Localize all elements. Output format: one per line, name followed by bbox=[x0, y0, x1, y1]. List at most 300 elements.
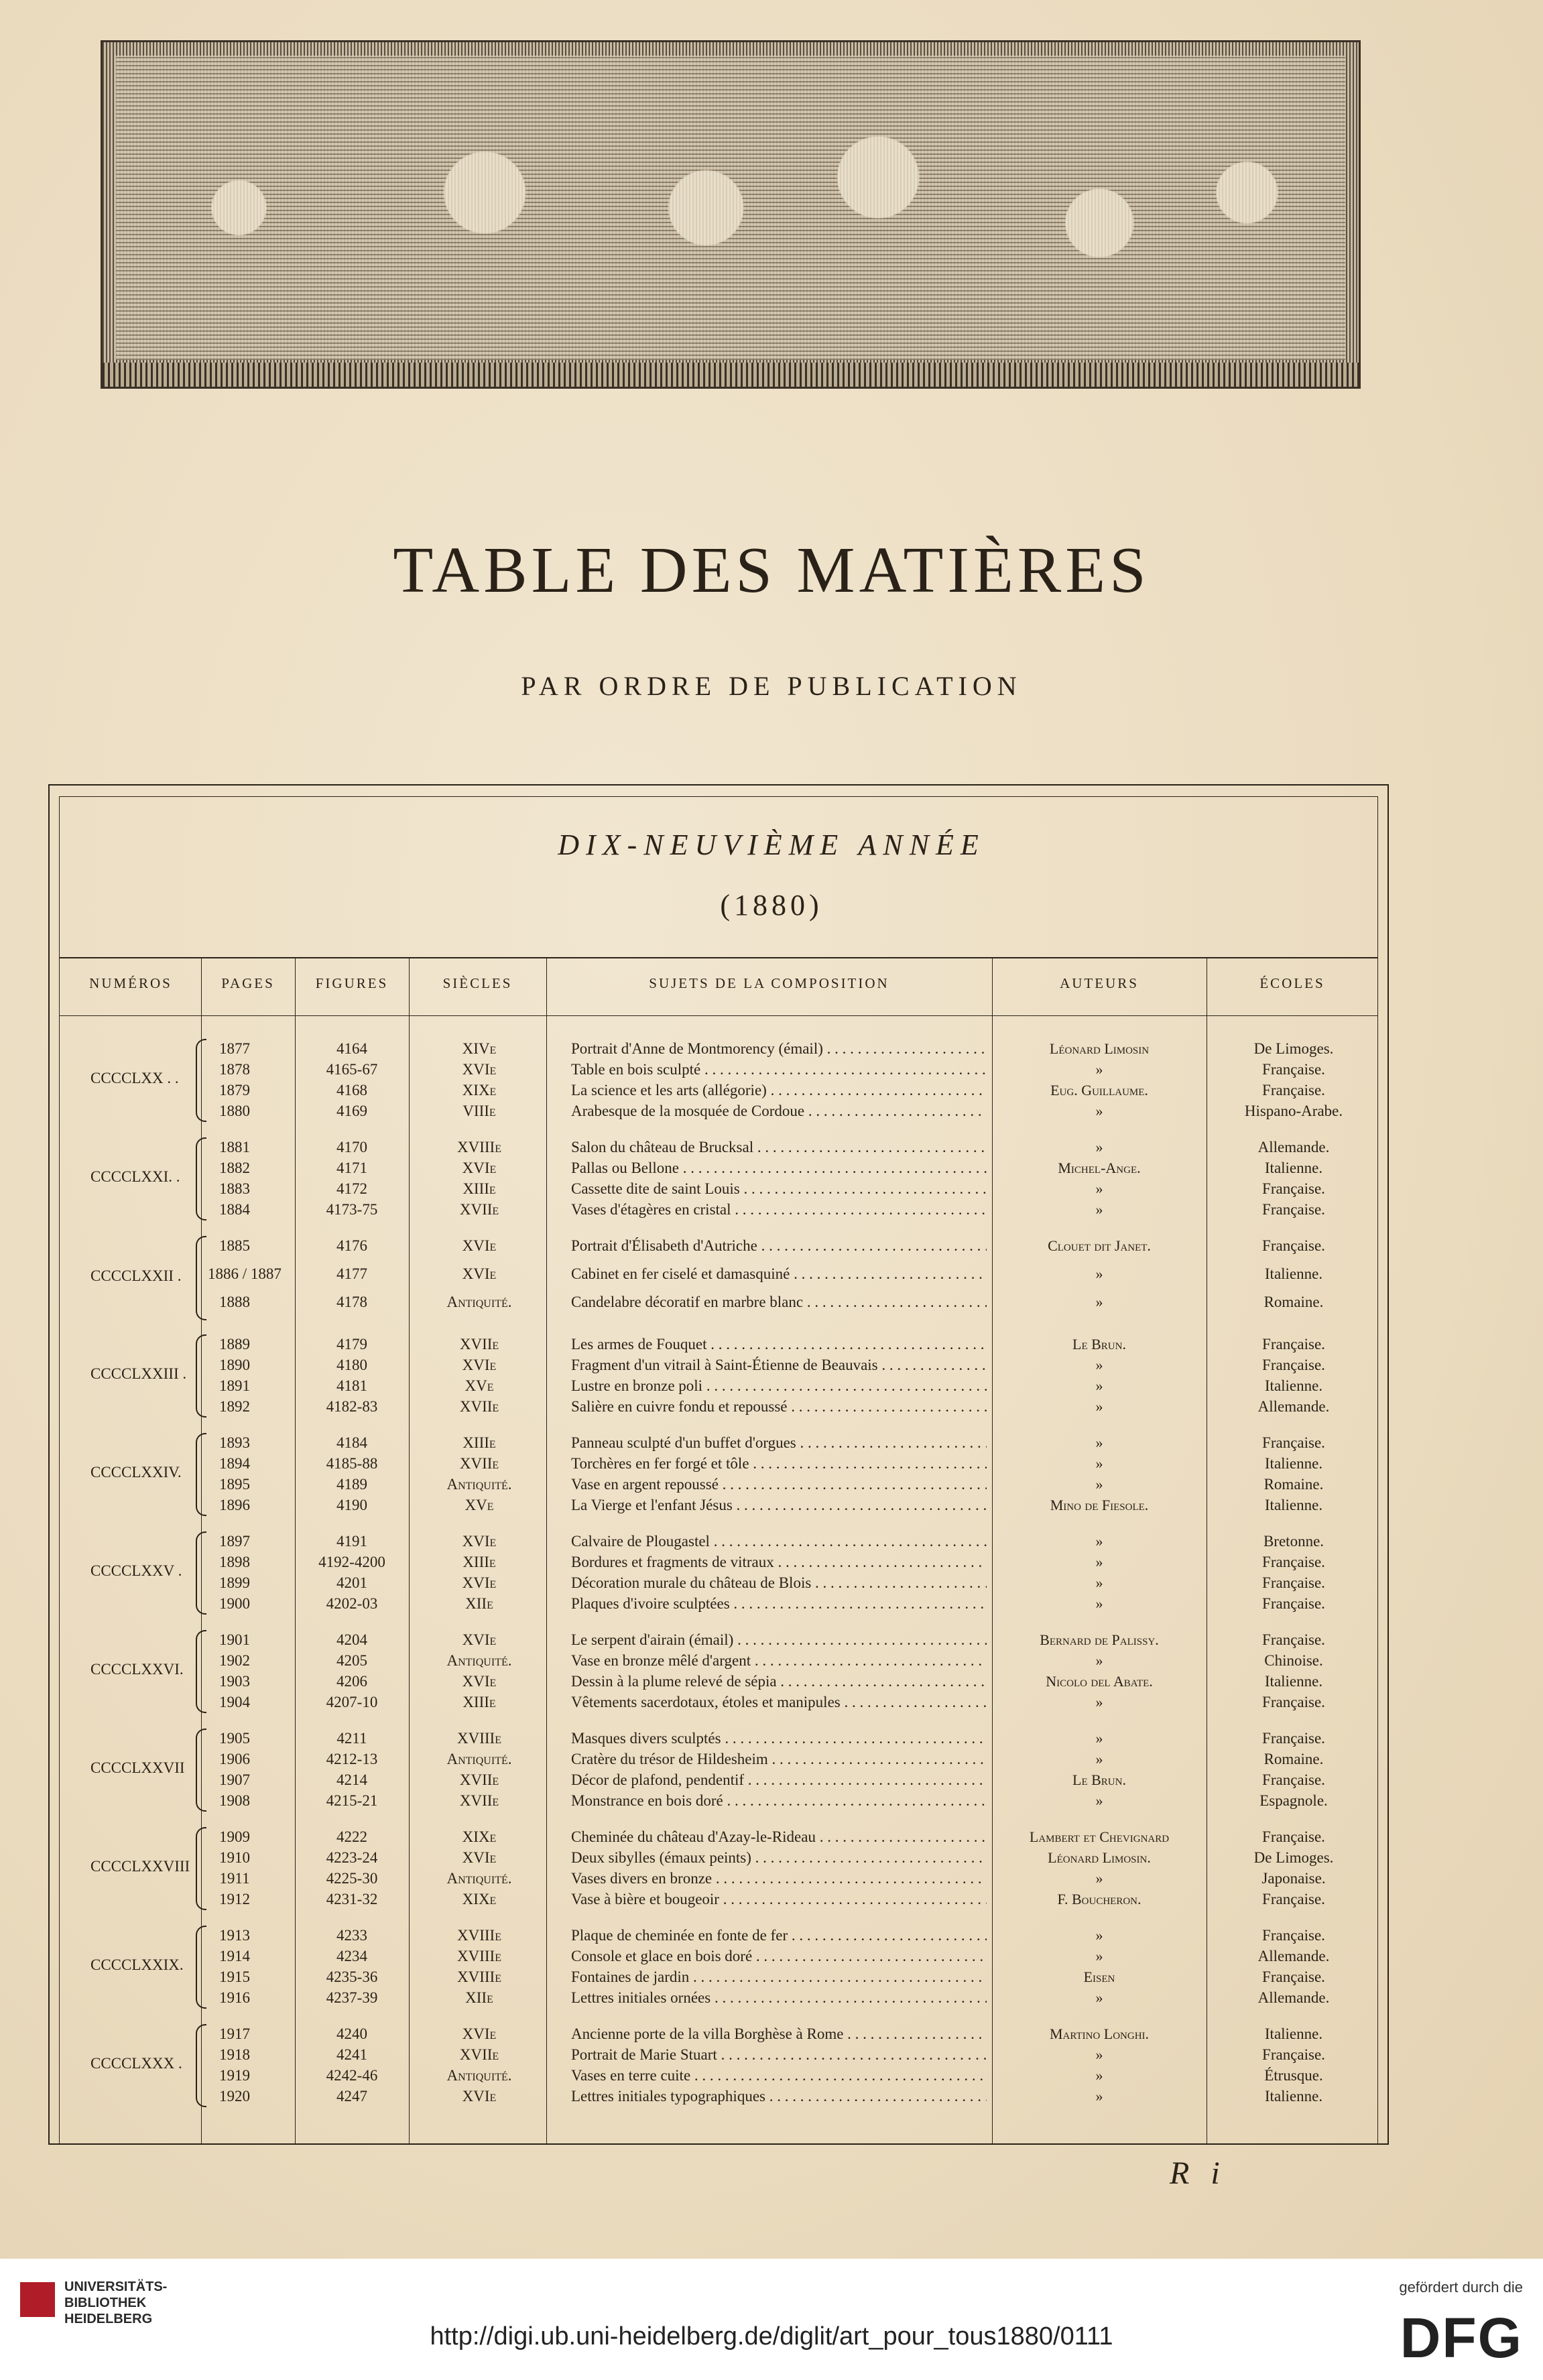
table-row bbox=[0, 1730, 1543, 1750]
page-cell: 1903 bbox=[219, 1673, 250, 1690]
page-cell: 1896 bbox=[219, 1497, 250, 1513]
figure-cell: 4169 bbox=[336, 1103, 367, 1119]
table-row bbox=[0, 1828, 1543, 1849]
figure-cell: 4170 bbox=[336, 1139, 367, 1155]
siecle-cell: VIIIe bbox=[462, 1103, 496, 1119]
ecole-cell: Italienne. bbox=[1264, 1265, 1323, 1282]
sujet-cell: Cassette dite de saint Louis . . . bbox=[571, 1180, 987, 1198]
page-cell: 1886 / 1887 bbox=[208, 1265, 282, 1282]
page-cell: 1899 bbox=[219, 1574, 250, 1591]
page-cell: 1908 bbox=[219, 1792, 250, 1809]
sujet-cell: Vase en bronze mêlé d'argent . . . bbox=[571, 1652, 987, 1670]
numero-label: CCCCLXXX . bbox=[90, 2055, 182, 2072]
figure-cell: 4215-21 bbox=[326, 1792, 378, 1809]
ecole-cell: Française. bbox=[1262, 1336, 1325, 1353]
funding-label: gefördert durch die bbox=[1399, 2279, 1523, 2296]
header-sujets: SUJETS DE LA COMPOSITION bbox=[649, 975, 889, 991]
siecle-cell: XVIe bbox=[462, 1673, 497, 1690]
ecole-cell: Romaine. bbox=[1263, 1751, 1324, 1767]
figure-cell: 4190 bbox=[336, 1497, 367, 1513]
siecle-cell: XVIe bbox=[462, 1357, 497, 1373]
auteur-cell: » bbox=[1095, 1455, 1103, 1472]
table-row bbox=[0, 1201, 1543, 1221]
siecle-cell: XVIe bbox=[462, 1061, 497, 1078]
page-subtitle: PAR ORDRE DE PUBLICATION bbox=[521, 671, 1022, 701]
header-siecles: SIÈCLES bbox=[442, 975, 513, 991]
ecole-cell: Italienne. bbox=[1264, 1673, 1323, 1690]
table-row bbox=[0, 1673, 1543, 1693]
sujet-cell: Bordures et fragments de vitraux . . . bbox=[571, 1554, 987, 1571]
sujet-cell: Décor de plafond, pendentif . . . bbox=[571, 1771, 987, 1789]
table-row bbox=[0, 1948, 1543, 1968]
sujet-cell: Plaque de cheminée en fonte de fer . . . bbox=[571, 1927, 987, 1944]
siecle-cell: XVIIIe bbox=[457, 1968, 501, 1985]
table-row bbox=[0, 1554, 1543, 1574]
auteur-cell: » bbox=[1095, 1652, 1103, 1669]
auteur-cell: » bbox=[1095, 1103, 1103, 1119]
sujet-cell: Dessin à la plume relevé de sépia . . . bbox=[571, 1673, 987, 1690]
figure-cell: 4247 bbox=[336, 2088, 367, 2105]
ecole-cell: Française. bbox=[1262, 1828, 1325, 1845]
page-cell: 1909 bbox=[219, 1828, 250, 1845]
figure-cell: 4176 bbox=[336, 1237, 367, 1254]
figure-cell: 4184 bbox=[336, 1434, 367, 1451]
sujet-cell: Vases divers en bronze . . . bbox=[571, 1870, 987, 1887]
numero-label: CCCCLXX . . bbox=[90, 1070, 179, 1086]
ecole-cell: De Limoges. bbox=[1253, 1849, 1334, 1866]
ecole-cell: Chinoise. bbox=[1264, 1652, 1323, 1669]
ecole-cell: Française. bbox=[1262, 1082, 1325, 1099]
sujet-cell: Salière en cuivre fondu et repoussé . . . bbox=[571, 1398, 987, 1416]
figure-cell: 4240 bbox=[336, 2025, 367, 2042]
ecole-cell: Romaine. bbox=[1263, 1476, 1324, 1493]
page-cell: 1914 bbox=[219, 1948, 250, 1964]
figure-cell: 4164 bbox=[336, 1040, 367, 1057]
page-cell: 1877 bbox=[219, 1040, 250, 1057]
auteur-cell: Martino Longhi. bbox=[1049, 2025, 1150, 2042]
figure-cell: 4173-75 bbox=[326, 1201, 378, 1218]
sujet-cell: Décoration murale du château de Blois . . . bbox=[571, 1574, 987, 1592]
table-row bbox=[0, 1927, 1543, 1947]
ecole-cell: Française. bbox=[1262, 1771, 1325, 1788]
siecle-cell: XVIIe bbox=[459, 1455, 499, 1472]
numero-label: CCCCLXXIV. bbox=[90, 1464, 182, 1481]
table-row bbox=[0, 1694, 1543, 1714]
table-row bbox=[0, 1160, 1543, 1180]
numero-label: CCCCLXXIII . bbox=[90, 1365, 187, 1382]
auteur-cell: Eisen bbox=[1083, 1968, 1115, 1985]
sujet-cell: Arabesque de la mosquée de Cordoue . . . bbox=[571, 1103, 987, 1120]
siecle-cell: XIIIe bbox=[462, 1554, 496, 1570]
table-row bbox=[0, 1357, 1543, 1377]
table-row bbox=[0, 1476, 1543, 1496]
sujet-cell: Vases en terre cuite . . . bbox=[571, 2067, 987, 2084]
auteur-cell: Eug. Guillaume. bbox=[1050, 1082, 1148, 1099]
sujet-cell: Cratère du trésor de Hildesheim . . . bbox=[571, 1751, 987, 1768]
siecle-cell: XIXe bbox=[462, 1082, 497, 1099]
page-cell: 1881 bbox=[219, 1139, 250, 1155]
auteur-cell: » bbox=[1095, 1476, 1103, 1493]
ecole-cell: Française. bbox=[1262, 1357, 1325, 1373]
header-numeros: NUMÉROS bbox=[89, 975, 172, 991]
ecole-cell: Française. bbox=[1262, 1434, 1325, 1451]
page-cell: 1885 bbox=[219, 1237, 250, 1254]
figure-cell: 4179 bbox=[336, 1336, 367, 1353]
header-pages: PAGES bbox=[221, 975, 275, 991]
figure-cell: 4225-30 bbox=[326, 1870, 378, 1887]
ecole-cell: Française. bbox=[1262, 1694, 1325, 1710]
table-row bbox=[0, 1631, 1543, 1651]
page-cell: 1920 bbox=[219, 2088, 250, 2105]
sujet-cell: Pallas ou Bellone . . . bbox=[571, 1160, 987, 1177]
figure-cell: 4171 bbox=[336, 1160, 367, 1176]
table-row bbox=[0, 1294, 1543, 1314]
auteur-cell: Léonard Limosin. bbox=[1048, 1849, 1151, 1866]
auteur-cell: Le Brun. bbox=[1072, 1771, 1126, 1788]
sujet-cell: Cheminée du château d'Azay-le-Rideau . . . bbox=[571, 1828, 987, 1846]
footer-bar bbox=[0, 2259, 1543, 2380]
ecole-cell: Étrusque. bbox=[1264, 2067, 1323, 2084]
auteur-cell: » bbox=[1095, 1574, 1103, 1591]
table-row bbox=[0, 1139, 1543, 1159]
page-cell: 1917 bbox=[219, 2025, 250, 2042]
page-cell: 1918 bbox=[219, 2046, 250, 2063]
table-row bbox=[0, 1377, 1543, 1397]
auteur-cell: » bbox=[1095, 1751, 1103, 1767]
page-cell: 1916 bbox=[219, 1989, 250, 2006]
auteur-cell: » bbox=[1095, 1554, 1103, 1570]
page-cell: 1906 bbox=[219, 1751, 250, 1767]
numero-label: CCCCLXXVII bbox=[90, 1759, 185, 1776]
ecole-cell: Allemande. bbox=[1257, 1139, 1330, 1155]
page-title: TABLE DES MATIÈRES bbox=[393, 534, 1150, 607]
figure-cell: 4214 bbox=[336, 1771, 367, 1788]
auteur-cell: » bbox=[1095, 1533, 1103, 1550]
siecle-cell: XIXe bbox=[462, 1828, 497, 1845]
siecle-cell: XVe bbox=[465, 1497, 494, 1513]
siecle-cell: XVIe bbox=[462, 1631, 497, 1648]
ecole-cell: Italienne. bbox=[1264, 1377, 1323, 1394]
ecole-cell: Italienne. bbox=[1264, 2025, 1323, 2042]
page-cell: 1879 bbox=[219, 1082, 250, 1099]
ecole-cell: Française. bbox=[1262, 1201, 1325, 1218]
figure-cell: 4212-13 bbox=[326, 1751, 378, 1767]
numero-label: CCCCLXXVIII bbox=[90, 1858, 190, 1875]
table-row bbox=[0, 1082, 1543, 1102]
sujet-cell: Torchères en fer forgé et tôle . . . bbox=[571, 1455, 987, 1473]
siecle-cell: XVIe bbox=[462, 1533, 497, 1550]
auteur-cell: » bbox=[1095, 1989, 1103, 2006]
auteur-cell: » bbox=[1095, 2046, 1103, 2063]
table-row bbox=[0, 1497, 1543, 1517]
ecole-cell: Allemande. bbox=[1257, 1948, 1330, 1964]
figure-cell: 4205 bbox=[336, 1652, 367, 1669]
auteur-cell: » bbox=[1095, 1870, 1103, 1887]
sujet-cell: Lustre en bronze poli . . . bbox=[571, 1377, 987, 1395]
table-row bbox=[0, 1574, 1543, 1594]
siecle-cell: Antiquité. bbox=[446, 1294, 512, 1310]
page-cell: 1888 bbox=[219, 1294, 250, 1310]
table-row bbox=[0, 1040, 1543, 1060]
sujet-cell: Salon du château de Brucksal . . . bbox=[571, 1139, 987, 1156]
page-cell: 1900 bbox=[219, 1595, 250, 1612]
ecole-cell: Française. bbox=[1262, 2046, 1325, 2063]
auteur-cell: » bbox=[1095, 1377, 1103, 1394]
page-cell: 1910 bbox=[219, 1849, 250, 1866]
siecle-cell: XVe bbox=[465, 1377, 494, 1394]
auteur-cell: Lambert et Chevignard bbox=[1029, 1828, 1170, 1845]
library-name: UNIVERSITÄTS- BIBLIOTHEK HEIDELBERG bbox=[64, 2279, 168, 2326]
sujet-cell: Calvaire de Plougastel . . . bbox=[571, 1533, 987, 1550]
page-cell: 1904 bbox=[219, 1694, 250, 1710]
sujet-cell: Console et glace en bois doré . . . bbox=[571, 1948, 987, 1965]
siecle-cell: XVIIe bbox=[459, 1771, 499, 1788]
auteur-cell: » bbox=[1095, 2088, 1103, 2105]
siecle-cell: XVIe bbox=[462, 2088, 497, 2105]
siecle-cell: Antiquité. bbox=[446, 1870, 512, 1887]
table-row bbox=[0, 1180, 1543, 1200]
siecle-cell: XIIIe bbox=[462, 1434, 496, 1451]
auteur-cell: » bbox=[1095, 1730, 1103, 1747]
header-bottom-rule bbox=[59, 1015, 1378, 1016]
ecole-cell: De Limoges. bbox=[1253, 1040, 1334, 1057]
page-cell: 1878 bbox=[219, 1061, 250, 1078]
sujet-cell: Vase à bière et bougeoir . . . bbox=[571, 1891, 987, 1908]
figure-cell: 4192-4200 bbox=[318, 1554, 385, 1570]
ecole-cell: Allemande. bbox=[1257, 1989, 1330, 2006]
ecole-cell: Française. bbox=[1262, 1631, 1325, 1648]
figure-cell: 4172 bbox=[336, 1180, 367, 1197]
ecole-cell: Espagnole. bbox=[1259, 1792, 1328, 1809]
page-cell: 1915 bbox=[219, 1968, 250, 1985]
page-cell: 1913 bbox=[219, 1927, 250, 1944]
siecle-cell: XVIIIe bbox=[457, 1927, 501, 1944]
figure-cell: 4185-88 bbox=[326, 1455, 378, 1472]
ecole-cell: Française. bbox=[1262, 1237, 1325, 1254]
auteur-cell: » bbox=[1095, 1398, 1103, 1415]
sujet-cell: Le serpent d'airain (émail) . . . bbox=[571, 1631, 987, 1649]
page-cell: 1897 bbox=[219, 1533, 250, 1550]
figure-cell: 4206 bbox=[336, 1673, 367, 1690]
ecole-cell: Italienne. bbox=[1264, 2088, 1323, 2105]
siecle-cell: XIVe bbox=[462, 1040, 497, 1057]
page-cell: 1892 bbox=[219, 1398, 250, 1415]
page-cell: 1905 bbox=[219, 1730, 250, 1747]
sujet-cell: La Vierge et l'enfant Jésus . . . bbox=[571, 1497, 987, 1514]
auteur-cell: Mino de Fiesole. bbox=[1050, 1497, 1149, 1513]
page-cell: 1882 bbox=[219, 1160, 250, 1176]
table-row bbox=[0, 1652, 1543, 1672]
page-cell: 1912 bbox=[219, 1891, 250, 1907]
sujet-cell: Lettres initiales ornées . . . bbox=[571, 1989, 987, 2007]
figure-cell: 4222 bbox=[336, 1828, 367, 1845]
figure-cell: 4182-83 bbox=[326, 1398, 378, 1415]
auteur-cell: Michel-Ange. bbox=[1058, 1160, 1141, 1176]
siecle-cell: XVIe bbox=[462, 1849, 497, 1866]
auteur-cell: Le Brun. bbox=[1072, 1336, 1126, 1353]
figure-cell: 4204 bbox=[336, 1631, 367, 1648]
page-cell: 1894 bbox=[219, 1455, 250, 1472]
siecle-cell: XVIIIe bbox=[457, 1948, 501, 1964]
siecle-cell: Antiquité. bbox=[446, 1476, 512, 1493]
auteur-cell: » bbox=[1095, 1201, 1103, 1218]
auteur-cell: » bbox=[1095, 1180, 1103, 1197]
figure-cell: 4223-24 bbox=[326, 1849, 378, 1866]
auteur-cell: » bbox=[1095, 1294, 1103, 1310]
frieze-relief bbox=[116, 56, 1345, 360]
numero-label: CCCCLXXV . bbox=[90, 1562, 182, 1579]
siecle-cell: XVIIe bbox=[459, 1336, 499, 1353]
figure-cell: 4233 bbox=[336, 1927, 367, 1944]
sujet-cell: Masques divers sculptés . . . bbox=[571, 1730, 987, 1747]
figure-cell: 4234 bbox=[336, 1948, 367, 1964]
sujet-cell: Portrait d'Élisabeth d'Autriche . . . bbox=[571, 1237, 987, 1255]
table-row bbox=[0, 2067, 1543, 2087]
page-cell: 1891 bbox=[219, 1377, 250, 1394]
sujet-cell: Ancienne porte de la villa Borghèse à Rome . . . bbox=[571, 2025, 987, 2043]
ecole-cell: Française. bbox=[1262, 1574, 1325, 1591]
frieze-base bbox=[103, 363, 1359, 387]
auteur-cell: Nicolo del Abate. bbox=[1046, 1673, 1153, 1690]
ecole-cell: Française. bbox=[1262, 1595, 1325, 1612]
sujet-cell: Table en bois sculpté . . . bbox=[571, 1061, 987, 1078]
auteur-cell: » bbox=[1095, 1948, 1103, 1964]
figure-cell: 4231-32 bbox=[326, 1891, 378, 1907]
header-top-rule bbox=[59, 957, 1378, 958]
figure-cell: 4241 bbox=[336, 2046, 367, 2063]
page-cell: 1883 bbox=[219, 1180, 250, 1197]
year: (1880) bbox=[720, 889, 823, 922]
figure-cell: 4207-10 bbox=[326, 1694, 378, 1710]
figure-cell: 4165-67 bbox=[326, 1061, 378, 1078]
dfg-logo: DFG bbox=[1400, 2306, 1523, 2369]
sujet-cell: Fragment d'un vitrail à Saint-Étienne de Beauvais . . . bbox=[571, 1357, 987, 1374]
siecle-cell: XIIIe bbox=[462, 1694, 496, 1710]
table-row bbox=[0, 2088, 1543, 2108]
header-figures: FIGURES bbox=[315, 975, 389, 991]
auteur-cell: » bbox=[1095, 1927, 1103, 1944]
figure-cell: 4235-36 bbox=[326, 1968, 378, 1985]
numero-label: CCCCLXXI. . bbox=[90, 1168, 180, 1185]
page-cell: 1901 bbox=[219, 1631, 250, 1648]
sujet-cell: Plaques d'ivoire sculptées . . . bbox=[571, 1595, 987, 1613]
ecole-cell: Française. bbox=[1262, 1927, 1325, 1944]
figure-cell: 4191 bbox=[336, 1533, 367, 1550]
page-cell: 1907 bbox=[219, 1771, 250, 1788]
page-cell: 1880 bbox=[219, 1103, 250, 1119]
ecole-cell: Française. bbox=[1262, 1891, 1325, 1907]
sujet-cell: Vase en argent repoussé . . . bbox=[571, 1476, 987, 1493]
auteur-cell: » bbox=[1095, 1792, 1103, 1809]
figure-cell: 4181 bbox=[336, 1377, 367, 1394]
sujet-cell: Vêtements sacerdotaux, étoles et manipules . . . bbox=[571, 1694, 987, 1711]
sujet-cell: Panneau sculpté d'un buffet d'orgues . . . bbox=[571, 1434, 987, 1452]
ecole-cell: Française. bbox=[1262, 1061, 1325, 1078]
auteur-cell: » bbox=[1095, 1434, 1103, 1451]
figure-cell: 4178 bbox=[336, 1294, 367, 1310]
header-auteurs: AUTEURS bbox=[1060, 975, 1139, 991]
ecole-cell: Française. bbox=[1262, 1968, 1325, 1985]
table-row bbox=[0, 1870, 1543, 1890]
page-cell: 1895 bbox=[219, 1476, 250, 1493]
numero-label: CCCCLXXVI. bbox=[90, 1661, 184, 1678]
sujet-cell: Fontaines de jardin . . . bbox=[571, 1968, 987, 1986]
sujet-cell: Cabinet en fer ciselé et damasquiné . . . bbox=[571, 1265, 987, 1283]
table-row bbox=[0, 1336, 1543, 1356]
siecle-cell: XVIe bbox=[462, 1265, 497, 1282]
page-cell: 1893 bbox=[219, 1434, 250, 1451]
figure-cell: 4189 bbox=[336, 1476, 367, 1493]
siecle-cell: XVIIIe bbox=[457, 1730, 501, 1747]
table-row bbox=[0, 2025, 1543, 2046]
figure-cell: 4242-46 bbox=[326, 2067, 378, 2084]
decorative-frieze-engraving bbox=[101, 40, 1361, 389]
auteur-cell: Clouet dit Janet. bbox=[1048, 1237, 1151, 1254]
table-row bbox=[0, 1434, 1543, 1454]
ecole-cell: Bretonne. bbox=[1263, 1533, 1324, 1550]
auteur-cell: » bbox=[1095, 1694, 1103, 1710]
siecle-cell: XVIIe bbox=[459, 1398, 499, 1415]
table-row bbox=[0, 1771, 1543, 1792]
figure-cell: 4177 bbox=[336, 1265, 367, 1282]
page-cell: 1884 bbox=[219, 1201, 250, 1218]
table-row bbox=[0, 1237, 1543, 1257]
table-row bbox=[0, 1103, 1543, 1123]
sujet-cell: Portrait d'Anne de Montmorency (émail) . . . bbox=[571, 1040, 987, 1058]
page-cell: 1902 bbox=[219, 1652, 250, 1669]
auteur-cell: » bbox=[1095, 1357, 1103, 1373]
page-cell: 1911 bbox=[219, 1870, 250, 1887]
figure-cell: 4180 bbox=[336, 1357, 367, 1373]
figure-cell: 4202-03 bbox=[326, 1595, 378, 1612]
sujet-cell: Monstrance en bois doré . . . bbox=[571, 1792, 987, 1810]
sujet-cell: Lettres initiales typographiques . . . bbox=[571, 2088, 987, 2105]
page-cell: 1919 bbox=[219, 2067, 250, 2084]
library-logo-icon bbox=[20, 2282, 55, 2317]
ecole-cell: Italienne. bbox=[1264, 1455, 1323, 1472]
ecole-cell: Allemande. bbox=[1257, 1398, 1330, 1415]
siecle-cell: XVIe bbox=[462, 1160, 497, 1176]
ecole-cell: Française. bbox=[1262, 1730, 1325, 1747]
source-url[interactable]: http://digi.ub.uni-heidelberg.de/diglit/art_pour_tous1880/0111 bbox=[430, 2322, 1113, 2351]
sujet-cell: Deux sibylles (émaux peints) . . . bbox=[571, 1849, 987, 1867]
siecle-cell: XVIe bbox=[462, 1237, 497, 1254]
table-row bbox=[0, 1265, 1543, 1286]
ecole-cell: Française. bbox=[1262, 1180, 1325, 1197]
siecle-cell: Antiquité. bbox=[446, 1751, 512, 1767]
header-ecoles: ÉCOLES bbox=[1259, 975, 1325, 991]
auteur-cell: » bbox=[1095, 2067, 1103, 2084]
ecole-cell: Japonaise. bbox=[1261, 1870, 1326, 1887]
siecle-cell: XIXe bbox=[462, 1891, 497, 1907]
signature-mark: R i bbox=[1170, 2155, 1227, 2191]
sujet-cell: La science et les arts (allégorie) . . . bbox=[571, 1082, 987, 1099]
figure-cell: 4237-39 bbox=[326, 1989, 378, 2006]
table-row bbox=[0, 1398, 1543, 1418]
page-cell: 1898 bbox=[219, 1554, 250, 1570]
table-row bbox=[0, 1891, 1543, 1911]
table-row bbox=[0, 1792, 1543, 1812]
numero-label: CCCCLXXII . bbox=[90, 1267, 182, 1284]
siecle-cell: XIIe bbox=[465, 1595, 493, 1612]
siecle-cell: XIIe bbox=[465, 1989, 493, 2006]
table-row bbox=[0, 1751, 1543, 1771]
siecle-cell: Antiquité. bbox=[446, 2067, 512, 2084]
auteur-cell: F. Boucheron. bbox=[1057, 1891, 1141, 1907]
table-row bbox=[0, 1061, 1543, 1081]
table-row bbox=[0, 1595, 1543, 1615]
figure-cell: 4201 bbox=[336, 1574, 367, 1591]
